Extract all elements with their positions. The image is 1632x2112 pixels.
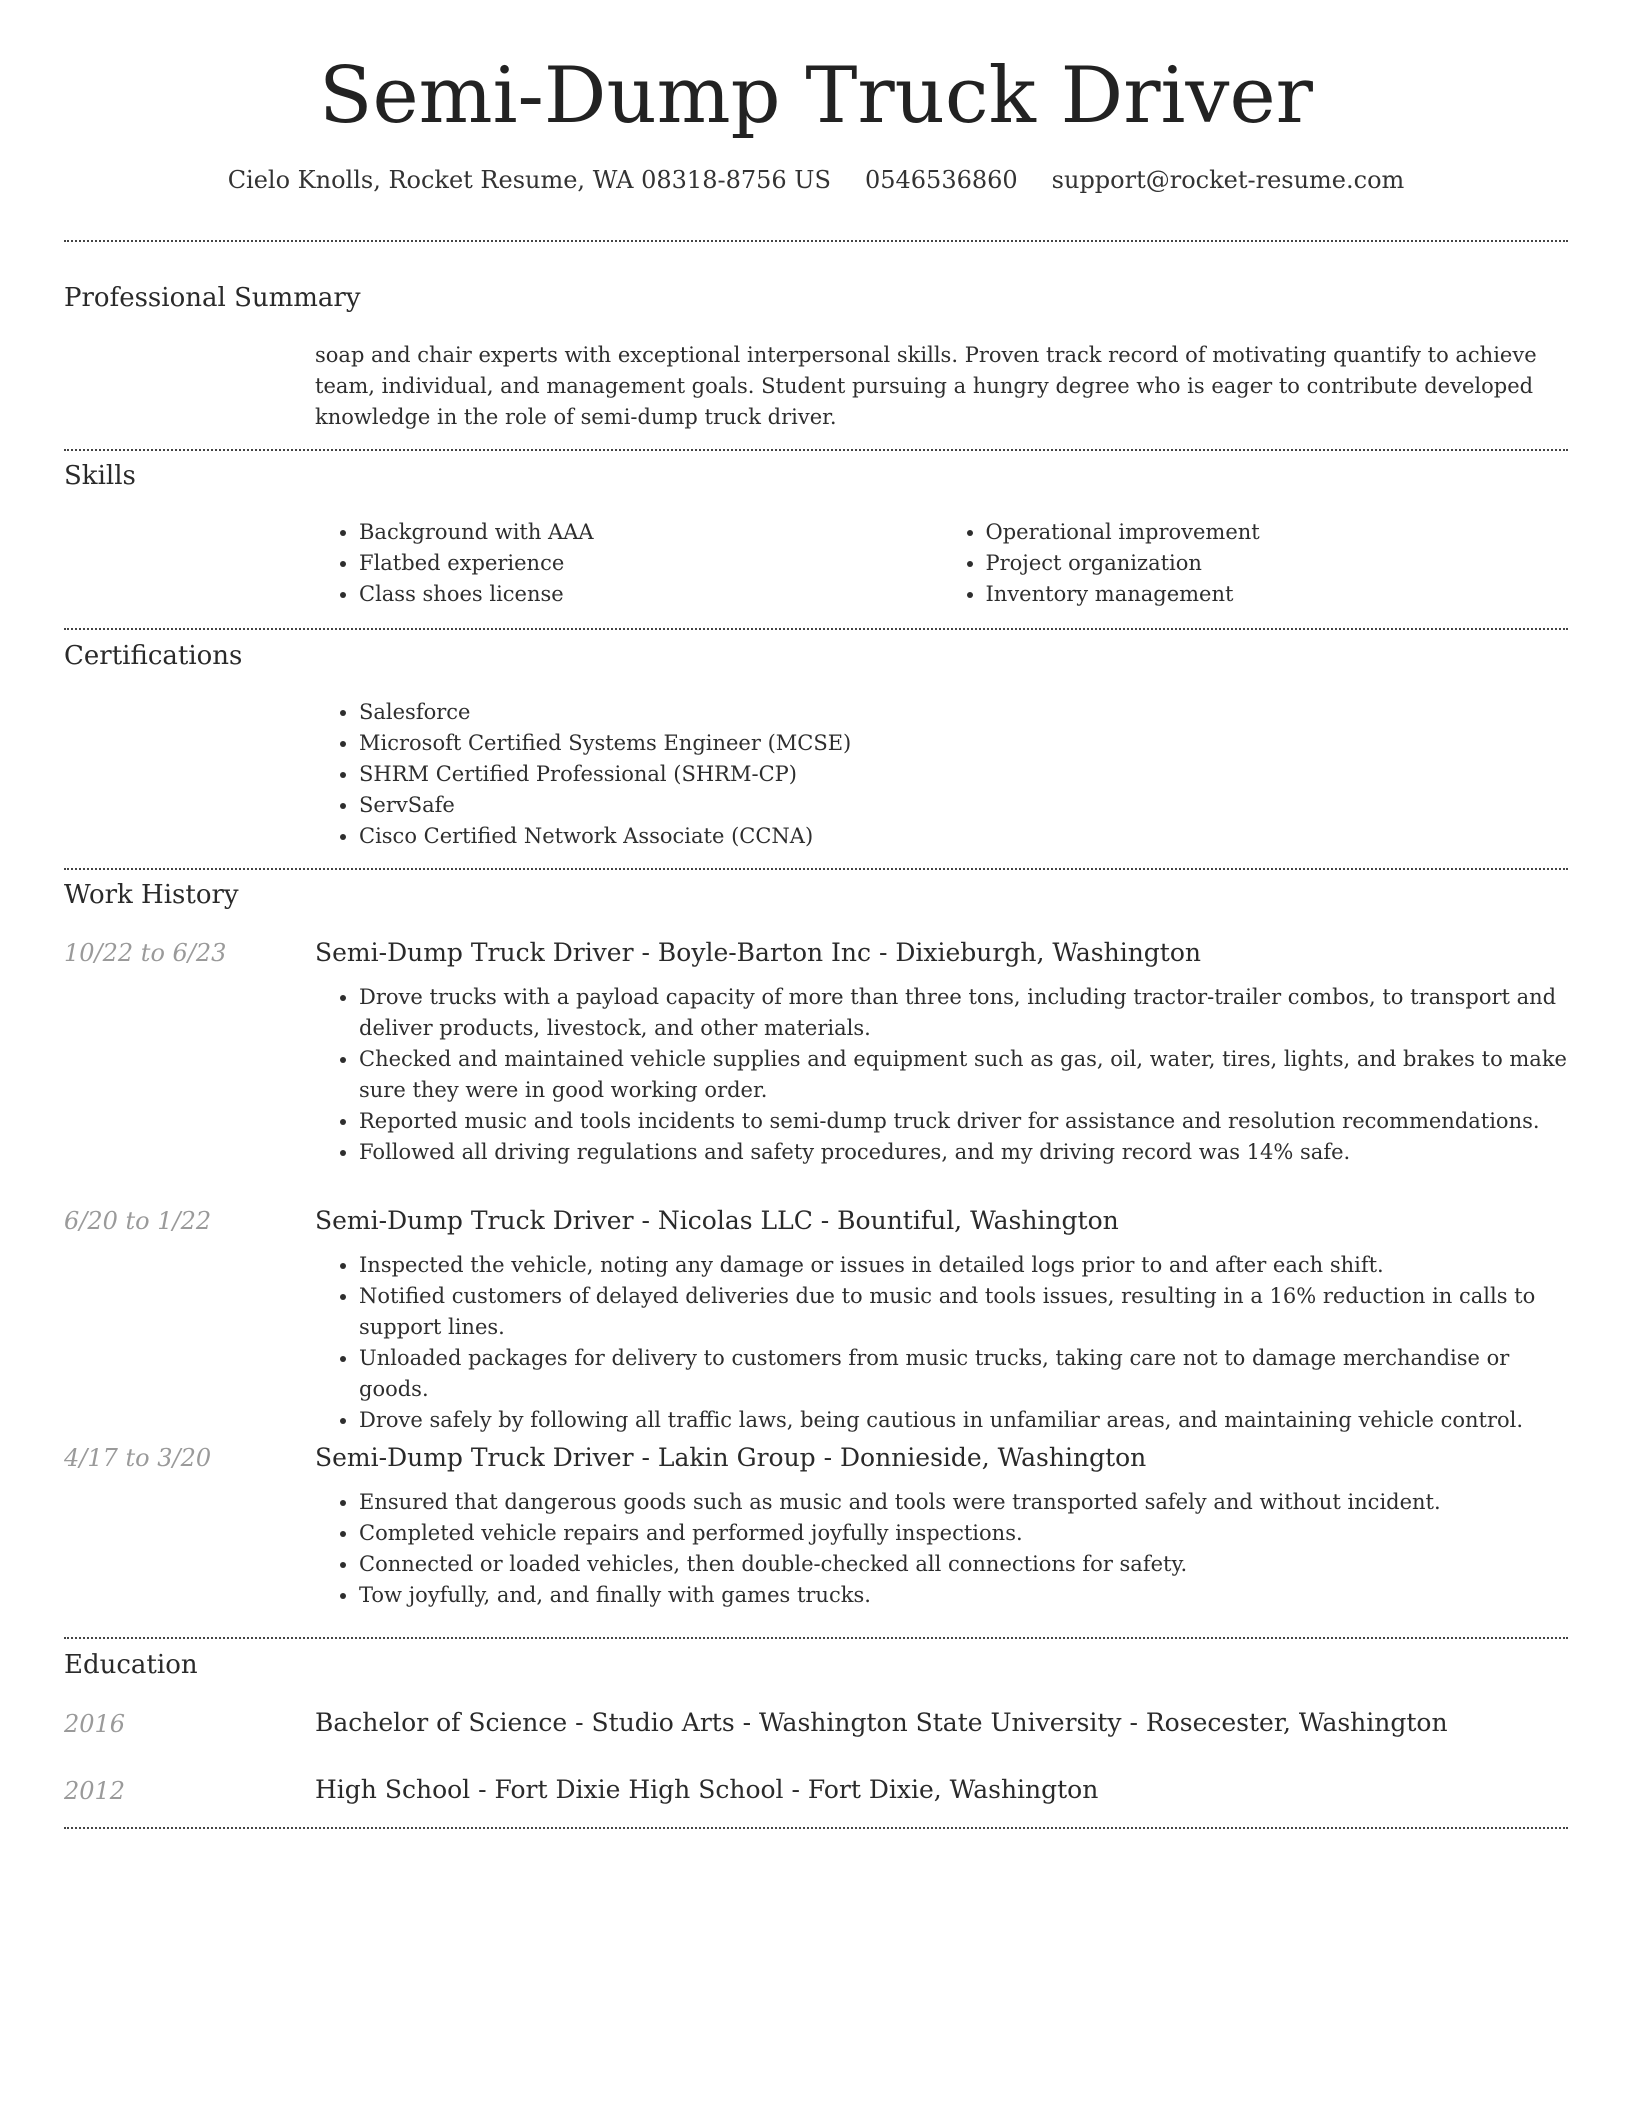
education-year: 2012 [64, 1777, 126, 1805]
skill-item: • Inventory management [986, 579, 1569, 610]
education-entry: Bachelor of Science - Studio Arts - Washington State University - Rosecester, Washington [315, 1708, 1448, 1737]
job-bullet: • Drove trucks with a payload capacity of more than three tons, including tractor-trailer combos, to transport and deliver products, livestock, and other materials. [359, 982, 1568, 1044]
contact-line [0, 166, 1632, 194]
job-heading: Semi-Dump Truck Driver - Boyle-Barton Inc - Dixieburgh, Washington [315, 938, 1202, 967]
job-entry [315, 1442, 1568, 1611]
education-entry: High School - Fort Dixie High School - Fort Dixie, Washington [315, 1775, 1099, 1804]
divider [64, 449, 1568, 451]
skill-item: • Project organization [986, 548, 1569, 579]
contact-email: support@rocket-resume.com [1051, 165, 1405, 194]
certifications-list [315, 697, 1568, 852]
skill-item: • Background with AAA [359, 517, 942, 548]
divider [64, 240, 1568, 242]
job-bullets [315, 1250, 1568, 1436]
job-bullet: • Followed all driving regulations and safety procedures, and my driving record was 14% safe. [359, 1137, 1568, 1168]
certification-item: • SHRM Certified Professional (SHRM-CP) [359, 759, 1568, 790]
job-bullet: • Unloaded packages for delivery to customers from music trucks, taking care not to damage merchandise or goods. [359, 1343, 1568, 1405]
resume-title: Semi-Dump Truck Driver [319, 51, 1313, 141]
divider [64, 1827, 1568, 1829]
skill-item: • Operational improvement [986, 517, 1569, 548]
job-bullet: • Completed vehicle repairs and performed joyfully inspections. [359, 1518, 1568, 1549]
job-bullet: • Drove safely by following all traffic laws, being cautious in unfamiliar areas, and maintaining vehicle control. [359, 1405, 1568, 1436]
job-dates: 4/17 to 3/20 [64, 1444, 212, 1472]
job-heading: Semi-Dump Truck Driver - Lakin Group - Donnieside, Washington [315, 1443, 1147, 1472]
job-dates: 10/22 to 6/23 [64, 939, 227, 967]
job-bullets [315, 982, 1568, 1168]
work-history-title: Work History [64, 880, 239, 910]
education-year: 2016 [64, 1710, 126, 1738]
summary-title: Professional Summary [64, 283, 361, 313]
job-bullet: • Connected or loaded vehicles, then double-checked all connections for safety. [359, 1549, 1568, 1580]
resume-header [0, 0, 1632, 194]
job-bullets [315, 1487, 1568, 1611]
job-entry [315, 937, 1568, 1168]
skill-item: • Class shoes license [359, 579, 942, 610]
certification-item: • Cisco Certified Network Associate (CCNA) [359, 821, 1568, 852]
certifications-title: Certifications [64, 641, 243, 671]
certification-item: • Salesforce [359, 697, 1568, 728]
job-bullet: • Notified customers of delayed deliveries due to music and tools issues, resulting in a 16% reduction in calls to support lines. [359, 1281, 1568, 1343]
job-bullet: • Reported music and tools incidents to semi-dump truck driver for assistance and resolution recommendations. [359, 1106, 1568, 1137]
certifications-content [315, 697, 1568, 852]
certification-item: • ServSafe [359, 790, 1568, 821]
job-bullet: • Checked and maintained vehicle supplies and equipment such as gas, oil, water, tires, lights, and brakes to make sure they were in good working order. [359, 1044, 1568, 1106]
skills-content [315, 517, 1568, 610]
job-entry [315, 1205, 1568, 1436]
contact-phone: 0546536860 [864, 165, 1018, 194]
summary-text: soap and chair experts with exceptional interpersonal skills. Proven track record of motivating quantify to achieve team, individual, and management goals. Student pursuing a hungry degree who is eager to contribute developed knowledge in the role of semi-dump truck driver. [315, 343, 1537, 429]
certification-item: • Microsoft Certified Systems Engineer (MCSE) [359, 728, 1568, 759]
job-bullet: • Ensured that dangerous goods such as music and tools were transported safely and without incident. [359, 1487, 1568, 1518]
skill-item: • Flatbed experience [359, 548, 942, 579]
skills-list-left [315, 517, 942, 610]
divider [64, 868, 1568, 870]
summary-content [315, 340, 1568, 433]
divider [64, 1637, 1568, 1639]
education-title: Education [64, 1650, 198, 1680]
job-bullet: • Tow joyfully, and, and finally with games trucks. [359, 1580, 1568, 1611]
skills-title: Skills [64, 461, 136, 491]
job-heading: Semi-Dump Truck Driver - Nicolas LLC - Bountiful, Washington [315, 1206, 1119, 1235]
job-bullet: • Inspected the vehicle, noting any damage or issues in detailed logs prior to and after each shift. [359, 1250, 1568, 1281]
job-dates: 6/20 to 1/22 [64, 1207, 212, 1235]
divider [64, 628, 1568, 630]
skills-list-right [942, 517, 1569, 610]
contact-address: Cielo Knolls, Rocket Resume, WA 08318-8756 US [227, 165, 831, 194]
